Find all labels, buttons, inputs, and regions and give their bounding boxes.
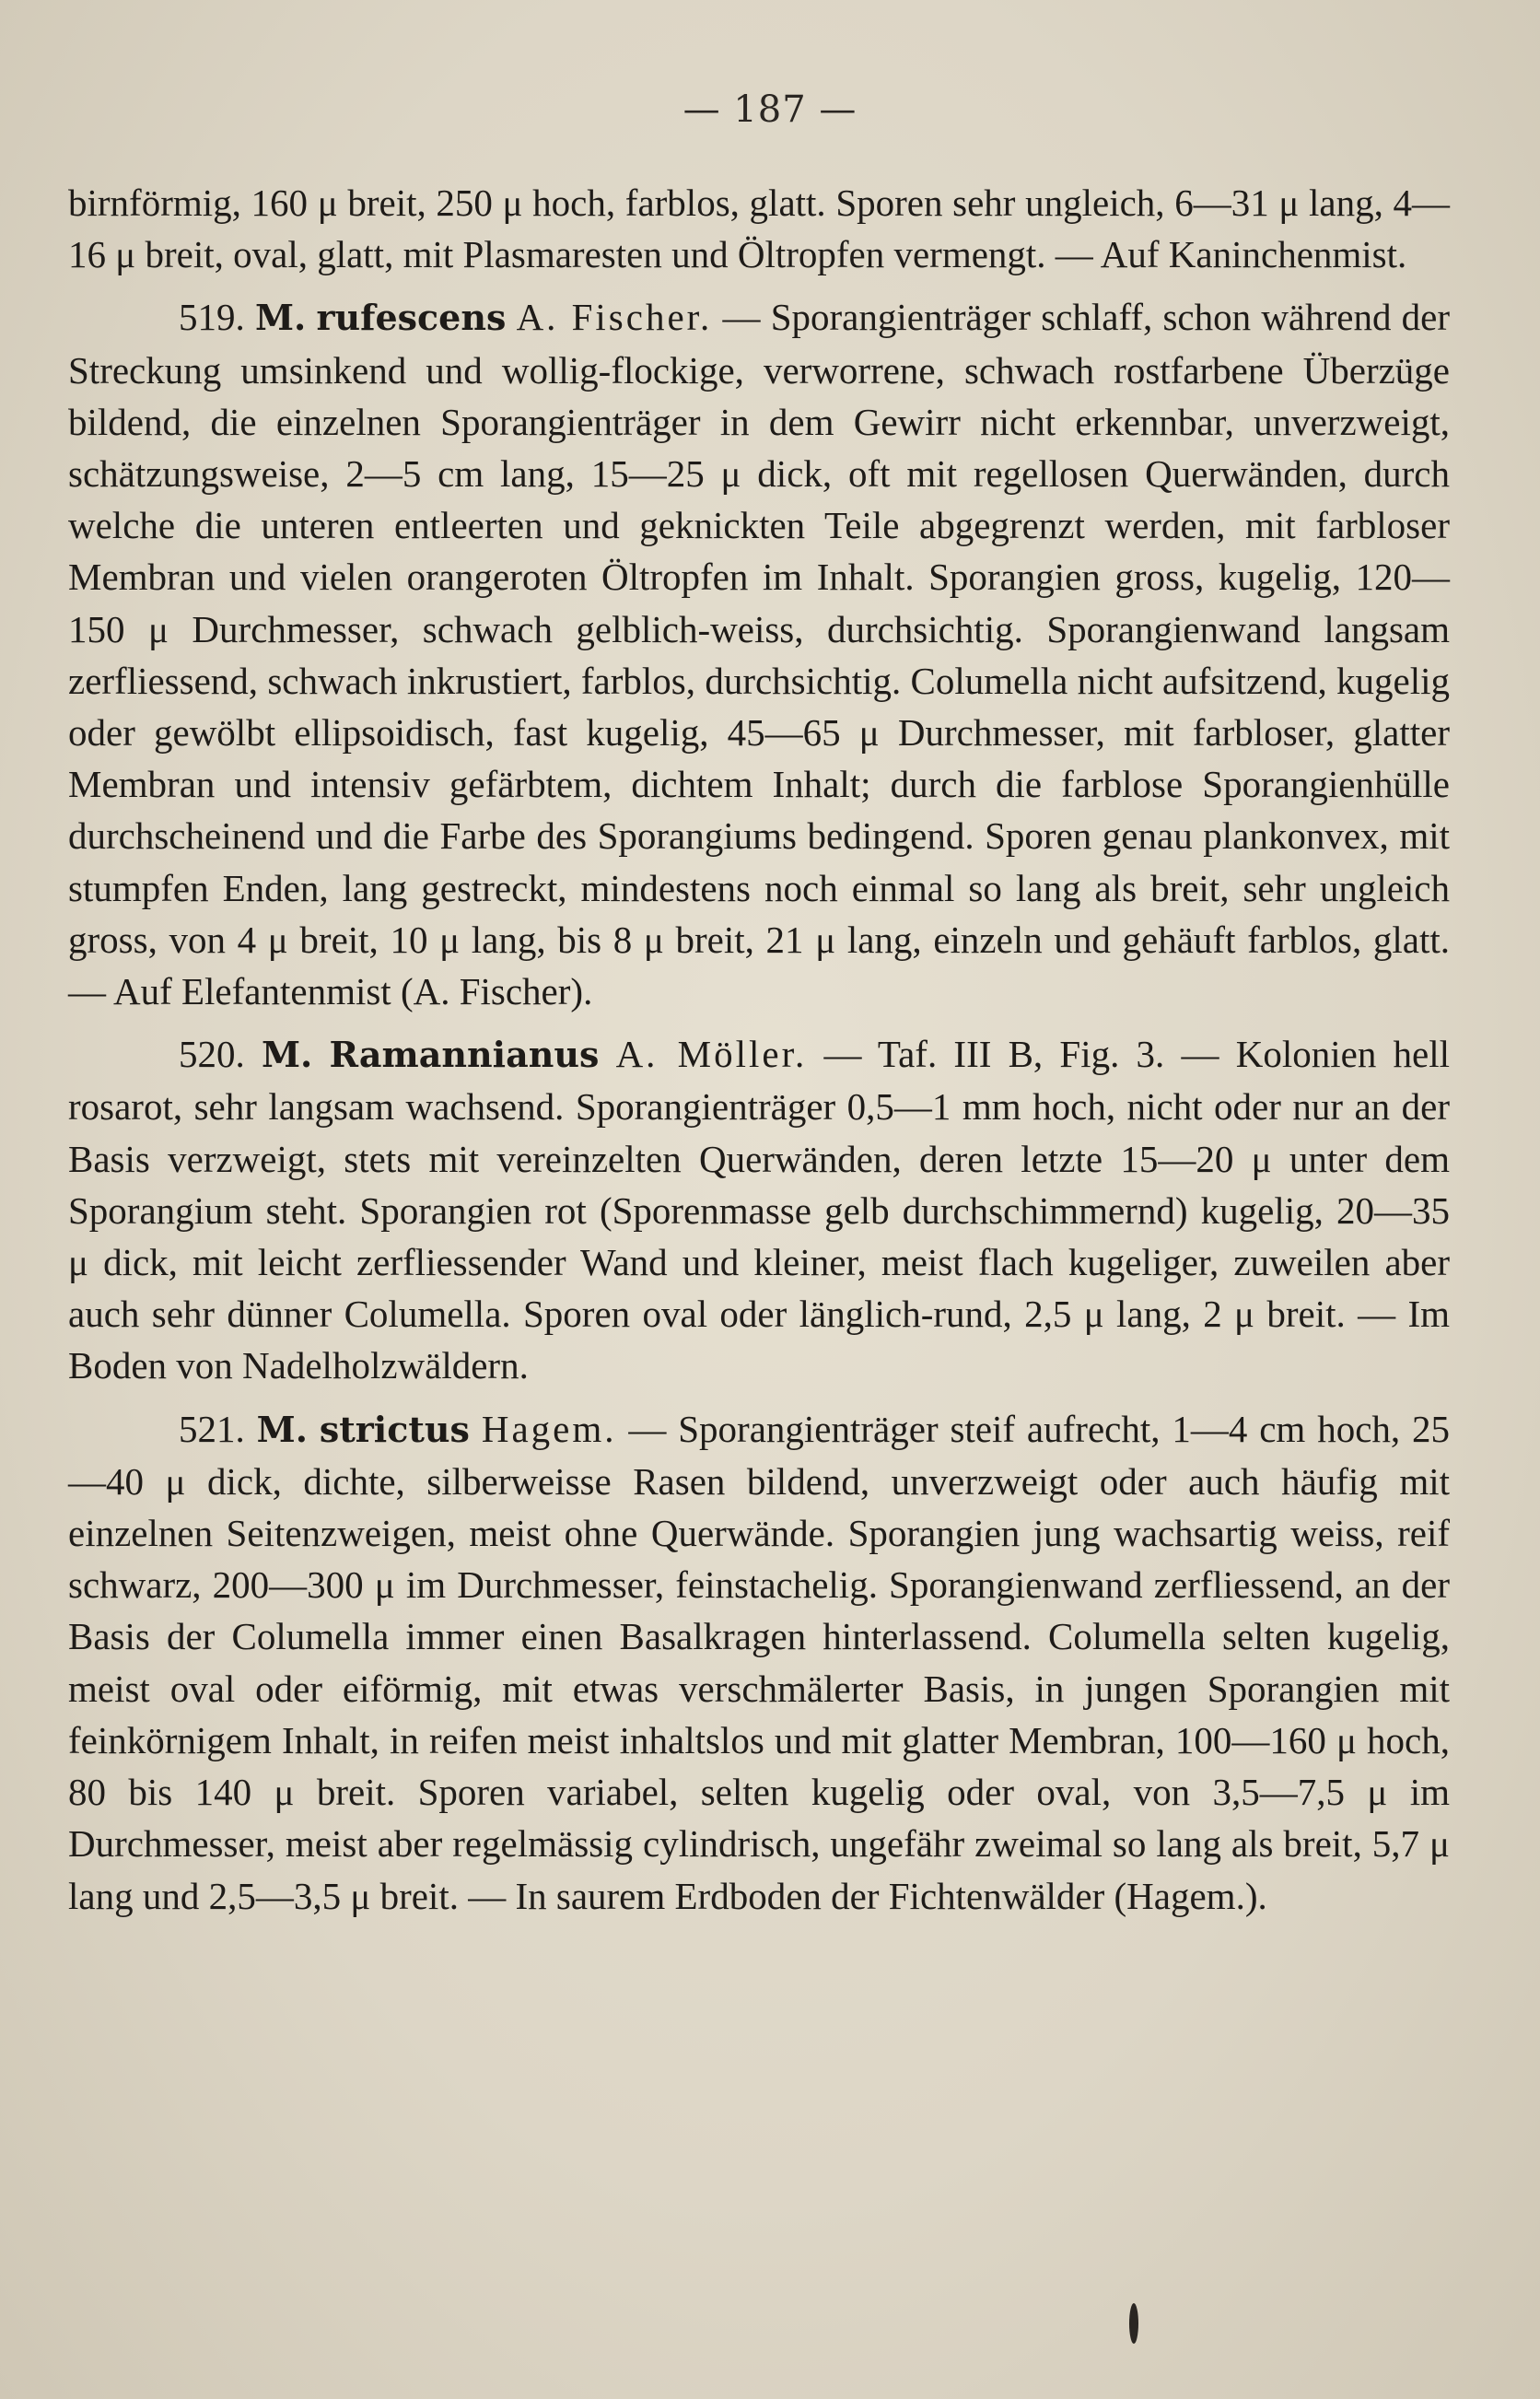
entry-species: rufescens — [316, 297, 507, 339]
entry-519 — [68, 291, 1450, 1017]
entry-description: — Taf. III B, Fig. 3. — Kolonien hell rosarot, sehr langsam wachsend. Sporangienträger 0,5—1 mm hoch, nicht oder nur an der Basis verzweigt, stets mit vereinzelten Querwänden, deren letzte 15—20 μ unter dem Sporangium steht. Sporangien rot (Sporenmasse gelb durchschimmernd) kugelig, 20—35 μ dick, mit leicht zerfliessender Wand und kleiner, meist flach kugeliger, zuweilen aber auch sehr dünner Columella. Sporen oval oder länglich-rund, 2,5 μ lang, 2 μ breit. — Im Boden von Nadelholzwäldern. — [68, 1033, 1451, 1387]
entry-521 — [68, 1403, 1450, 1922]
page-number: — 187 — — [682, 88, 858, 131]
ink-blot — [1129, 2303, 1138, 2344]
entry-author: A. Möller. — [615, 1033, 808, 1076]
page-body — [68, 177, 1450, 1922]
entry-genus: M. — [254, 297, 307, 339]
continued-paragraph: birnförmig, 160 μ breit, 250 μ hoch, farblos, glatt. Sporen sehr ungleich, 6—31 μ lang, 4—16 μ breit, oval, glatt, mit Plasmaresten und Öltropfen vermengt. — Auf Kaninchenmist. — [68, 181, 1450, 276]
entry-genus: M. — [261, 1034, 313, 1076]
entry-number: 521. — [179, 1407, 245, 1450]
entry-author: A. Fischer. — [516, 296, 713, 339]
entry-species: strictus — [319, 1408, 470, 1450]
entry-description: — Sporangienträger schlaff, schon während der Streckung umsinkend und wollig-flockige, verworrene, schwach rostfarbene Überzüge bildend, die einzelnen Sporangienträger in dem Gewirr nicht erkennbar, unverzweigt, schätzungsweise, 2—5 cm lang, 15—25 μ dick, oft mit regellosen Querwänden, durch welche die unteren entleerten und geknickten Teile abgegrenzt werden, mit farbloser Membran und vielen orangeroten Öltropfen im Inhalt. Sporangien gross, kugelig, 120—150 μ Durchmesser, schwach gelblich-weiss, durchsichtig. Sporangienwand langsam zerfliessend, schwach inkrustiert, farblos, durchsichtig. Columella nicht aufsitzend, kugelig oder gewölbt ellipsoidisch, fast kugelig, 45—65 μ Durchmesser, mit farbloser, glatter Membran und intensiv gefärbtem, dichtem Inhalt; durch die farblose Sporangienhülle durchscheinend und die Farbe des Sporangiums bedingend. Sporen genau plankonvex, mit stumpfen Enden, lang gestreckt, mindestens noch einmal so lang als breit, sehr ungleich gross, von 4 μ breit, 10 μ lang, bis 8 μ breit, 21 μ lang, einzeln und gehäuft farblos, glatt. — Auf Elefantenmist (A. Fischer). — [68, 296, 1451, 1013]
entry-number: 520. — [179, 1033, 245, 1076]
entry-genus: M. — [256, 1408, 308, 1450]
entry-author: Hagem. — [481, 1407, 617, 1450]
entry-species: Ramannianus — [329, 1034, 600, 1076]
entry-number: 519. — [179, 296, 245, 339]
entry-520 — [68, 1028, 1450, 1391]
entry-description: — Sporangienträger steif aufrecht, 1—4 cm hoch, 25—40 μ dick, dichte, silberweisse Rasen bildend, unverzweigt oder auch häufig mit einzelnen Seitenzweigen, meist ohne Querwände. Sporangien jung wachsartig weiss, reif schwarz, 200—300 μ im Durchmesser, feinstachelig. Sporangienwand zerfliessend, an der Basis der Columella immer einen Basalkragen hinterlassend. Columella selten kugelig, meist oval oder eiförmig, mit etwas verschmälerter Basis, in jungen Sporangien mit feinkörnigem Inhalt, in reifen meist inhaltslos und mit glatter Membran, 100—160 μ hoch, 80 bis 140 μ breit. Sporen variabel, selten kugelig oder oval, von 3,5—7,5 μ im Durchmesser, meist aber regelmässig cylindrisch, ungefähr zweimal so lang als breit, 5,7 μ lang und 2,5—3,5 μ breit. — In saurem Erdboden der Fichtenwälder (Hagem.). — [68, 1407, 1451, 1917]
